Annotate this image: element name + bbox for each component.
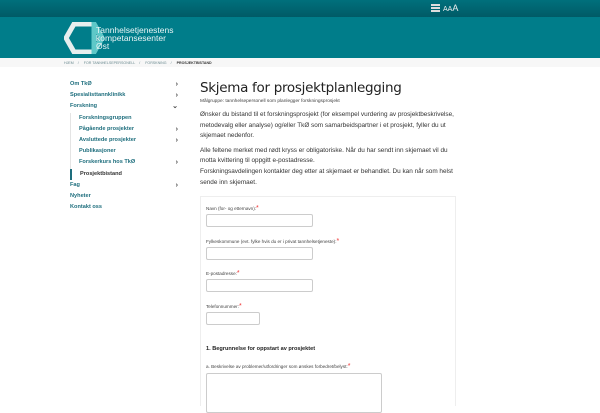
name-input[interactable] — [206, 214, 313, 227]
intro-paragraph: Ønsker du bistand til et forskningsprosjekt (for eksempel vurdering av prosjektbeskrivelse, metodevalg eller analyse) og/eller TkØ som samarbeidspartner i et prosjekt, fyller du ut skjemaet nedenfor. — [200, 111, 454, 140]
required-mark: * — [347, 363, 351, 370]
required-mark: * — [336, 238, 340, 245]
logo-line-1: Tannhelsetjenestens — [96, 25, 174, 35]
problem-description-label: a. Beskrivelse av problemer/utfordringer som ønskes forbedret/belyst:* — [206, 363, 351, 370]
site-header — [0, 17, 600, 58]
chevron-right-icon[interactable]: › — [175, 92, 178, 100]
sidebar-item-label: Spesialisttannklinikk — [70, 92, 126, 99]
text-size-control[interactable] — [443, 3, 458, 13]
sidebar-item[interactable] — [70, 180, 180, 191]
sidebar-item-label: Pågående prosjekter — [79, 125, 135, 132]
required-mark: * — [256, 205, 259, 212]
sidebar-subitem[interactable] — [70, 135, 180, 146]
sidebar-subitem-active[interactable] — [70, 169, 180, 180]
sidebar-subitem[interactable] — [70, 157, 180, 168]
top-bar — [0, 0, 600, 17]
sidebar-item-label: Forskningsgruppen — [79, 114, 132, 121]
chevron-right-icon[interactable]: › — [175, 181, 178, 189]
sidebar-item-label: Avsluttede prosjekter — [79, 136, 136, 143]
sidebar-item-label: Publikasjoner — [79, 148, 116, 155]
breadcrumb-home[interactable]: HJEM — [64, 61, 74, 65]
phone-label: Telefonnummer:* — [206, 303, 242, 310]
sidebar-subitem[interactable] — [70, 124, 180, 135]
required-mark: * — [238, 303, 242, 310]
breadcrumb-current: PROSJEKTBISTAND — [176, 61, 212, 65]
sidebar-item-label: Kontakt oss — [70, 204, 103, 211]
county-label: Fylkeskommune (evt. fylke hvis du er i privat tannhelsetjeneste):* — [206, 238, 340, 245]
sidebar-item[interactable] — [70, 202, 180, 213]
chevron-right-icon[interactable]: › — [175, 136, 178, 144]
name-label: Navn (for- og etternavn):* — [206, 205, 259, 212]
project-form — [200, 196, 456, 406]
sidebar-item[interactable] — [70, 90, 180, 101]
required-info: Alle feltene merket med rødt kryss er obligatoriske. Når du har sendt inn skjemaet vil du motta kvittering til oppgitt e-postadresse. — [200, 146, 448, 165]
logo-line-3: Øst — [96, 41, 110, 51]
menu-icon[interactable] — [431, 4, 440, 12]
county-input[interactable] — [206, 247, 313, 260]
email-label: E-postadresse:* — [206, 270, 240, 277]
sidebar-item-label: Fag — [70, 181, 80, 188]
breadcrumb-personnel[interactable]: FOR TANNHELSEPERSONELL — [83, 61, 136, 65]
target-group: Målgruppe: tannhelsepersonell som planlegger forskningsprosjekt — [200, 99, 340, 104]
breadcrumb: HJEM / FOR TANNHELSEPERSONELL / FORSKNING / PROSJEKTBISTAND — [0, 58, 600, 67]
email-input[interactable] — [206, 279, 313, 292]
text-size-small[interactable]: A — [443, 6, 448, 13]
logo-text[interactable] — [96, 26, 174, 50]
required-mark: * — [236, 270, 240, 277]
sidebar-item-label: Nyheter — [70, 192, 91, 199]
phone-input[interactable] — [206, 312, 260, 325]
sidebar-item-label: Forskerkurs hos TkØ — [79, 159, 136, 166]
sidebar-subitem[interactable] — [70, 146, 180, 157]
sidebar-item-label: Om TkØ — [70, 81, 92, 87]
breadcrumb-research[interactable]: FORSKNING — [145, 61, 167, 65]
sidebar-item-label: Prosjektbistand — [80, 170, 122, 177]
problem-description-textarea[interactable] — [206, 373, 382, 413]
page-title: Skjema for prosjektplanlegging — [200, 80, 402, 96]
processing-info: Forskningsavdelingen kontakter deg etter at skjemaet er behandlet. Du kan når som helst sende inn skjemaet. — [200, 167, 453, 186]
sidebar-nav — [70, 79, 180, 213]
sidebar-subitem[interactable] — [70, 113, 180, 124]
sidebar-item[interactable] — [70, 191, 180, 202]
text-size-large[interactable]: A — [452, 3, 459, 13]
main-content — [200, 80, 456, 192]
chevron-right-icon[interactable]: › — [175, 125, 178, 133]
sidebar-item[interactable] — [70, 101, 180, 112]
section-heading: 1. Begrunnelse for oppstart av prosjektet — [206, 346, 316, 352]
chevron-right-icon[interactable]: › — [175, 159, 178, 167]
sidebar-item-label: Forskning — [70, 103, 98, 110]
text-size-medium[interactable]: A — [447, 6, 453, 13]
logo-line-2: kompetansesenter — [96, 33, 166, 43]
chevron-right-icon[interactable]: › — [175, 81, 178, 88]
chevron-down-icon[interactable]: ⌄ — [172, 103, 178, 111]
sidebar-item[interactable] — [70, 79, 180, 90]
